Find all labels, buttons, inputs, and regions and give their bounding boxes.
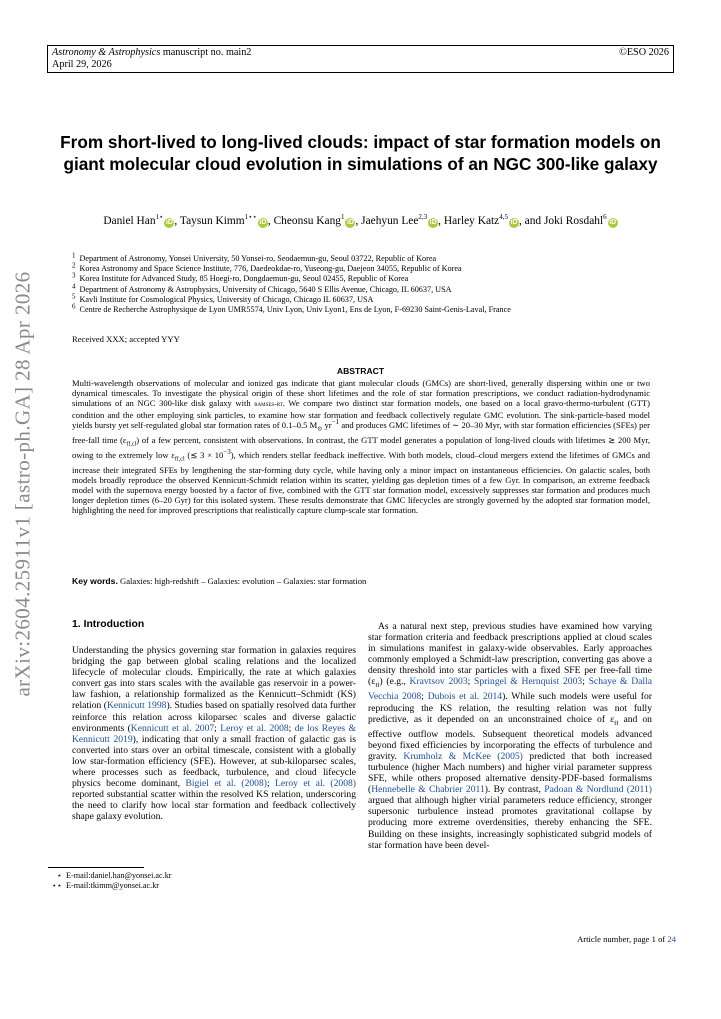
author-affil-mark: 1⋆ [155, 213, 164, 222]
affiliation-item: $^6$ Centre de Recherche Astrophysique de Lyon UMR5574, Univ Lyon, Univ Lyon1, Ens de Lyon, F-69230 Saint-Genis-Laval, France [72, 302, 511, 315]
author-name: Jaehyun Lee [361, 215, 419, 227]
affiliation-item: $^5$ Kavli Institute for Cosmological Physics, University of Chicago, Chicago IL 60637, USA [72, 292, 374, 304]
author-affil-mark: 6 [603, 213, 607, 222]
author-affil-mark: 1 [340, 213, 345, 222]
footnote-item: ⋆⋆ E-mail:tkimm@yonsei.ac.kr [51, 881, 160, 891]
author-name: Taysun Kimm [179, 215, 245, 227]
keywords [72, 576, 650, 586]
citation-link[interactable]: (2008) [330, 778, 356, 790]
orcid-icon[interactable]: iD [510, 219, 518, 226]
keywords-text: Galaxies: high-redshift – Galaxies: evolution – Galaxies: star formation [120, 576, 367, 586]
affiliation-item: $^1$ Department of Astronomy, Yonsei University, 50 Yonsei-ro, Seodaemun-gu, Seoul 03722, Republic of Korea [72, 251, 437, 263]
citation-link[interactable]: Schaye & Dalla Vecchia 2008 [368, 676, 652, 703]
received-line: Received XXX; accepted YYY [72, 334, 180, 344]
citation-link[interactable]: Kennicutt et al. 2007 [130, 722, 215, 734]
header-left [52, 47, 251, 71]
footnotes [48, 871, 172, 891]
paper-title: From short-lived to long-lived clouds: impact of star formation models on giant molecular cloud evolution in simulations of an NGC 300-like galaxy [60, 132, 661, 174]
affiliations [72, 251, 682, 315]
page-total-link[interactable]: 24 [667, 934, 676, 944]
citation-link[interactable]: Leroy et al. [275, 778, 326, 790]
citation-link[interactable]: Krumholz & McKee [403, 750, 491, 762]
page-number: Article number, page 1 of 24 [577, 934, 676, 944]
arxiv-id: arXiv:2604.25911v1 [astro-ph.GA] 28 Apr 2026 [10, 271, 35, 697]
author-separator: , [174, 215, 180, 227]
section-heading: 1. Introduction [72, 619, 145, 630]
author-name: Daniel Han [103, 215, 156, 227]
running-header [47, 45, 674, 73]
footnote-item: ⋆ E-mail:daniel.han@yonsei.ac.kr [56, 871, 172, 880]
citation-link[interactable]: Kennicutt 1998 [106, 700, 167, 712]
citation-link[interactable]: Padoan & Nordlund [544, 784, 624, 796]
citation-link[interactable]: (2008) [241, 778, 267, 790]
orcid-icon[interactable]: iD [259, 219, 267, 226]
header-copyright: ©ESO 2026 [619, 47, 669, 58]
orcid-icon[interactable]: iD [429, 219, 437, 226]
citation-link[interactable]: Hennebelle & Chabrier 2011 [371, 784, 485, 796]
author-list [60, 215, 661, 228]
header-date: April 29, 2026 [52, 59, 112, 70]
orcid-icon[interactable]: iD [165, 219, 173, 226]
code-name: ramses-rt [254, 399, 283, 409]
journal-name: Astronomy & Astrophysics [52, 47, 161, 58]
orcid-icon[interactable]: iD [346, 219, 354, 226]
citation-link[interactable]: de los Reyes & Kennicutt 2019 [72, 722, 356, 745]
citation-link[interactable]: Kravtsov 2003 [409, 676, 468, 688]
author-affil-mark: 2,3 [418, 213, 428, 222]
citation-link[interactable]: Bigiel et al. [185, 778, 236, 790]
author-separator: , [267, 215, 274, 227]
intro-column-left: Understanding the physics governing star formation in galaxies requires bridging the gap between global scaling relations and the localized lifecycle of molecular clouds. Empirically, the rate at which galaxies convert gas into stars scales with the available gas reservoir in a power-law fashion, a relationship formalized as the Kennicutt–Schmidt (KS) relation (Kennicutt 1998). Studies based on spatially resolved data further reinforce this relation across kiloparsec scales and diverse galactic environments (Kennicutt et al. 2007; Leroy et al. 2008; de los Reyes & Kennicutt 2019), indicating that only a small fraction of galactic gas is converted into stars over an orbital timescale, consistent with a globally low star-formation efficiency (SFE). However, at sub-kiloparsec scales, where processes such as feedback, turbulence, and cloud lifecycle physics become dominant, Bigiel et al. (2008); Leroy et al. (2008) reported substantial scatter within the resolved KS relation, underscoring the need to clarify how local star formation and feedback collectively shape galaxy evolution. [72, 645, 357, 823]
orcid-icon[interactable]: iD [609, 219, 617, 226]
author-separator: , [355, 215, 362, 227]
author-name: Harley Katz [443, 215, 500, 227]
citation-link[interactable]: (2011) [626, 784, 652, 796]
citation-link[interactable]: Dubois et al. 2014 [427, 691, 503, 703]
affiliation-item: $^4$ Department of Astronomy & Astrophysics, University of Chicago, 5640 S Ellis Avenue, Chicago, IL 60637, USA [72, 281, 452, 294]
affiliation-item: $^2$ Korea Astronomy and Space Science Institute, 776, Daedeokdae-ro, Yuseong-gu, Daejeon 34055, Republic of Korea [72, 261, 462, 274]
affiliation-item: $^3$ Korea Institute for Advanced Study, 85 Hoegi-ro, Dongdaemun-gu, Seoul 02455, Republic of Korea [72, 271, 409, 284]
author-affil-mark: 1⋆⋆ [244, 213, 257, 222]
author-separator: , [438, 215, 444, 227]
author-separator: , and [518, 215, 544, 227]
author-name: Joki Rosdahl [543, 215, 604, 227]
citation-link[interactable]: Springel & Hernquist 2003 [474, 676, 583, 688]
author-name: Cheonsu Kang [273, 215, 341, 227]
footnote-rule [48, 867, 144, 868]
intro-column-right: As a natural next step, previous studies have examined how varying star formation criteria and feedback prescriptions applied at cloud scales in simulations manifest in galaxy-wide observables. Early approaches commonly employed a Schmidt-law prescription, converting gas above a density threshold into star particles with a fixed SFE per free-fall time $(\varepsilon_{ff})$ (e.g., Kravtsov 2003; Springel & Hernquist 2003; Schaye & Dalla Vecchia 2008; Dubois et al. 2014). While such models were useful for reproducing the KS relation, the resulting relation was not fully predictive, as it depended on an unconstrained choice of $\varepsilon_{ff}$ and on effective outflow models. Subsequent theoretical models advanced beyond fixed efficiencies by incorporating the effects of turbulence and gravity. Krumholz & McKee (2005) predicted that both increased turbulence (higher Mach numbers) and higher virial parameter suppress SFE, while others proposed alternative density-PDF-based formalisms (Hennebelle & Chabrier 2011). By contrast, Padoan & Nordlund (2011) argued that although higher virial parameters reduce efficiency, stronger supersonic turbulence instead promotes gravitational collapse by producing more extreme overdensities, thereby enhancing the SFE. Building on these insights, increasingly sophisticated subgrid models of star formation have been devel- [368, 621, 652, 851]
author-affil-mark: 4,5 [499, 213, 508, 222]
keywords-label: Key words. [72, 576, 118, 586]
abstract-heading: ABSTRACT [336, 366, 385, 376]
abstract-text: Multi-wavelength observations of molecular and ionized gas indicate that giant molecular clouds (GMCs) are short-lived, generally dispersing within one or two dynamical timescales. To investigate the physical origin of these short lifetimes and the role of star formation prescriptions, we conduct radiation-hydrodynamic simulations of an NGC 300-like disk galaxy with ramses-rt. We compare two distinct star formation models, one based on a local gravo-thermo-turbulent (GTT) condition and the other employing sink particles, to examine how star formation and feedback collectively regulate GMC evolution. The sink-particle-based model yields bursty yet self-regulated global star formation rates of 0.1–0.5 $M_⊙$ $yr^{-1}$ and produces GMC lifetimes of ∼ 20–30 Myr, with star formation efficiencies (SFEs) per free-fall time $(\varepsilon_{ff,cl})$ of a few percent, consistent with observations. In contrast, the GTT model generates a population of long-lived clouds with lifetimes ≳ 200 Myr, owing to the extremely low $\varepsilon_{ff,cl}$ (≲ $3 \times 10^{-3}$), which renders stellar feedback ineffective. With both models, cloud–cloud mergers extend the lifetimes of GMCs and increase their integrated SFEs by lengthening the star-forming duty cycle, while having only a minor impact on instantaneous efficiencies. On galactic scales, both models broadly reproduce the observed Kennicutt-Schmidt relation within its scatter, yielding gas depletion times of a few Gyr. In comparison, an extreme feedback model with the supernova energy boosted by a factor of five, combined with the GTT star formation model, excessively suppresses star formation and produces much longer depletion times (6–20 Gyr) for this isolated system. These results demonstrate that GMC lifecycles are strongly governed by the adopted star formation model, highlighting the need for improved prescriptions that realistically capture clump-scale star formation. [72, 378, 651, 516]
arxiv-stamp [8, 264, 38, 704]
citation-link[interactable]: Leroy et al. 2008 [220, 722, 289, 734]
manuscript-id: manuscript no. main2 [162, 47, 252, 58]
citation-link[interactable]: (2005) [497, 750, 523, 762]
